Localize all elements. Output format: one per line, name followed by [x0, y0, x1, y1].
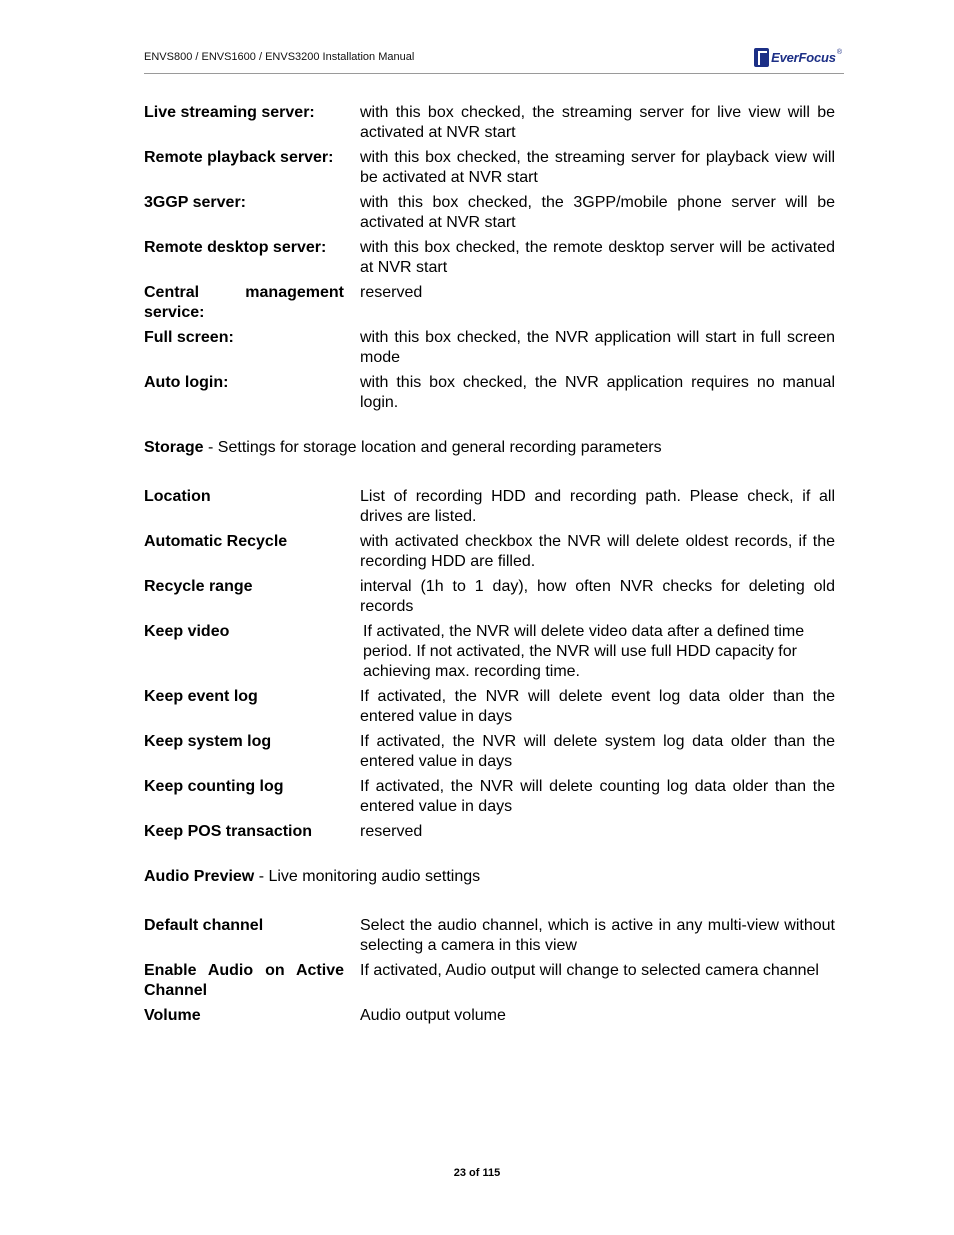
definition-row [144, 487, 835, 527]
term: Remote playback server: [144, 149, 334, 166]
section-intro: - Settings for storage location and general recording parameters [203, 439, 662, 456]
description: reserved [360, 284, 423, 301]
definition-row [144, 916, 835, 956]
definition-row [144, 148, 835, 188]
term: Keep system log [144, 733, 272, 750]
description: with this box checked, the remote desktop server will be activated at NVR start [360, 239, 835, 276]
definition-row [144, 283, 835, 323]
term: Keep event log [144, 688, 258, 705]
description: Audio output volume [360, 1007, 506, 1024]
section-title: Audio Preview [144, 868, 255, 885]
page-header [144, 46, 844, 74]
definition-row [144, 532, 835, 572]
page-number: 23 of 115 [453, 1167, 501, 1179]
definition-row [144, 193, 835, 233]
term: Volume [144, 1007, 201, 1024]
section-intro: - Live monitoring audio settings [254, 868, 481, 885]
description: If activated, Audio output will change to selected camera channel [360, 962, 819, 979]
definition-row [144, 622, 835, 682]
definition-row [144, 577, 835, 617]
term: Default channel [144, 917, 264, 934]
term: Full screen: [144, 329, 234, 346]
term: Remote desktop server: [144, 239, 327, 256]
definition-row [144, 822, 835, 842]
description: If activated, the NVR will delete system log data older than the entered value in days [360, 733, 835, 770]
definition-row [144, 1006, 835, 1026]
definition-row [144, 373, 835, 413]
term: Enable Audio on Active Channel [144, 962, 344, 999]
definition-row [144, 732, 835, 772]
description: with this box checked, the streaming server for live view will be activated at NVR start [360, 104, 835, 141]
term: Central management service: [144, 284, 344, 321]
description: with this box checked, the NVR application requires no manual login. [360, 374, 835, 411]
description: List of recording HDD and recording path. Please check, if all drives are listed. [360, 488, 835, 525]
description: If activated, the NVR will delete counting log data older than the entered value in days [360, 778, 835, 815]
manual-title: ENVS800 / ENVS1600 / ENVS3200 Installation Manual [144, 51, 415, 63]
logo-registered-mark: ® [836, 49, 842, 56]
description: If activated, the NVR will delete event log data older than the entered value in days [360, 688, 835, 725]
description: Select the audio channel, which is active in any multi-view without selecting a camera in this view [360, 917, 835, 954]
term: 3GGP server: [144, 194, 246, 211]
description: reserved [360, 823, 423, 840]
everfocus-logo-icon [754, 48, 769, 67]
logo-text: EverFocus [771, 49, 836, 65]
term: Location [144, 488, 211, 505]
description: interval (1h to 1 day), how often NVR checks for deleting old records [360, 578, 835, 615]
term: Live streaming server: [144, 104, 315, 121]
description: with this box checked, the streaming server for playback view will be activated at NVR start [360, 149, 835, 186]
definition-row [144, 328, 835, 368]
description: with this box checked, the 3GPP/mobile phone server will be activated at NVR start [360, 194, 835, 231]
definition-row [144, 777, 835, 817]
definition-row [144, 687, 835, 727]
description: with this box checked, the NVR application will start in full screen mode [360, 329, 835, 366]
description: If activated, the NVR will delete video data after a defined time period. If not activated, the NVR will use full HDD capacity for achieving max. recording time. [363, 623, 805, 680]
term: Auto login: [144, 374, 229, 391]
term: Keep video [144, 623, 230, 640]
term: Automatic Recycle [144, 533, 288, 550]
everfocus-logo [754, 46, 842, 68]
term: Keep POS transaction [144, 823, 313, 840]
section-title: Storage [144, 439, 204, 456]
term: Keep counting log [144, 778, 284, 795]
page-content [144, 103, 835, 1031]
storage-section-heading [144, 438, 835, 458]
audio-section-heading [144, 867, 835, 887]
definition-row [144, 238, 835, 278]
term: Recycle range [144, 578, 253, 595]
description: with activated checkbox the NVR will delete oldest records, if the recording HDD are filled. [360, 533, 835, 570]
definition-row [144, 961, 835, 1001]
definition-row [144, 103, 835, 143]
